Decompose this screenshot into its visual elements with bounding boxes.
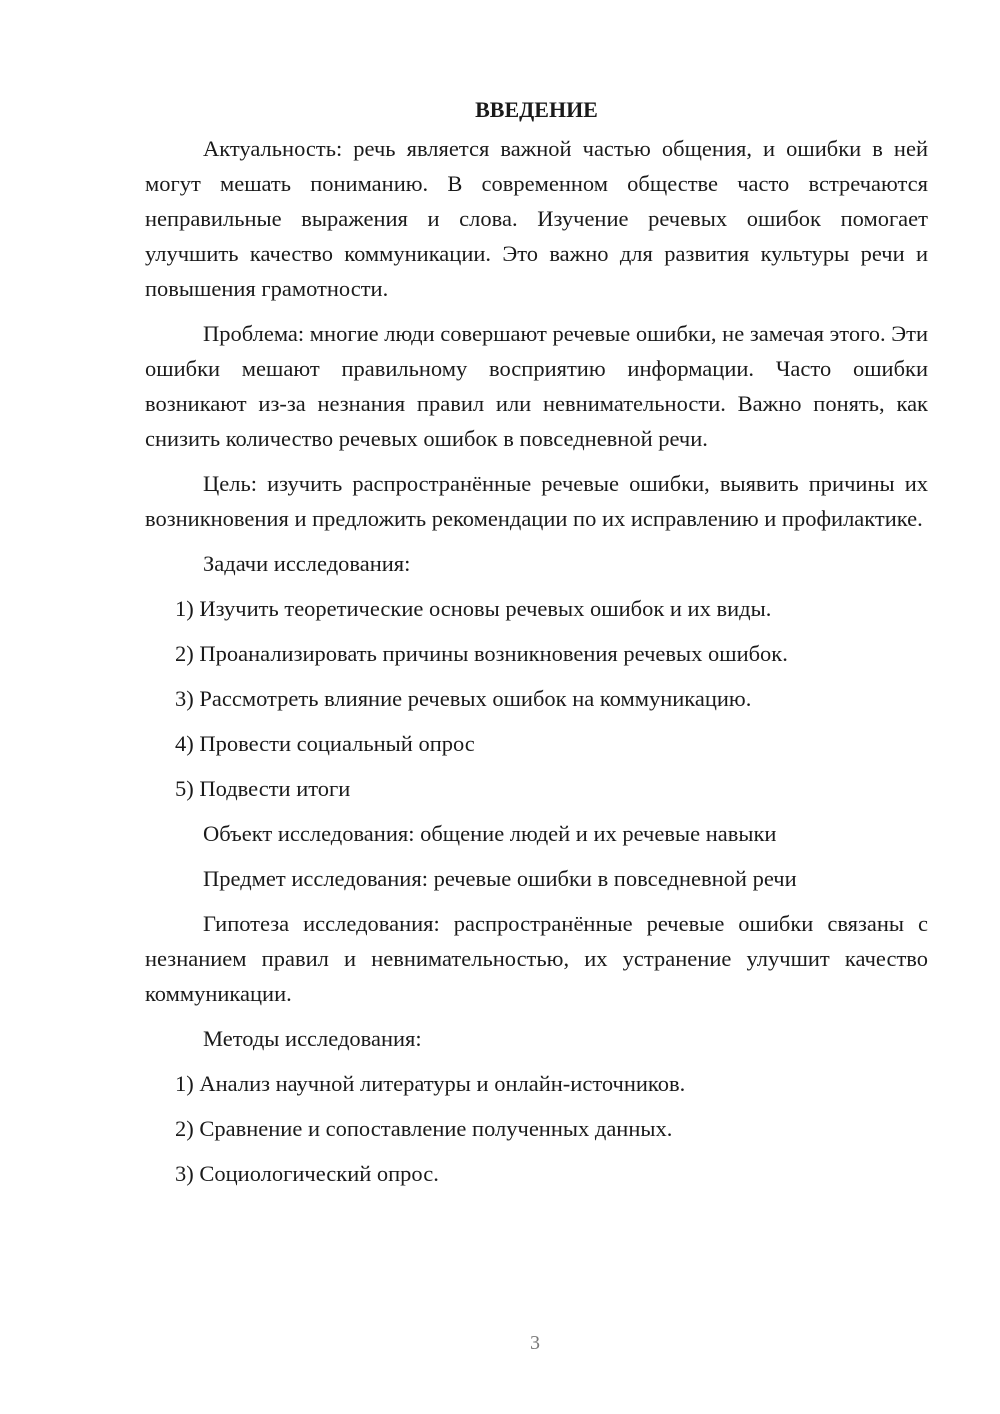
hypothesis-paragraph: Гипотеза исследования: распространённые речевые ошибки связаны с незнанием правил и невнимательностью, их устранение улучшит качество коммуникации. <box>145 911 928 1006</box>
list-item: 2) Сравнение и сопоставление полученных данных. <box>175 1116 673 1141</box>
tasks-list <box>145 591 928 806</box>
object-paragraph: Объект исследования: общение людей и их речевые навыки <box>203 821 777 846</box>
relevance-paragraph: Актуальность: речь является важной частью общения, и ошибки в ней могут мешать пониманию. В современном обществе часто встречаются неправильные выражения и слова. Изучение речевых ошибок помогает улучшить качество коммуникации. Это важно для развития культуры речи и повышения грамотности. <box>145 136 928 301</box>
list-item: 2) Проанализировать причины возникновения речевых ошибок. <box>175 641 788 666</box>
tasks-heading: Задачи исследования: <box>203 551 411 576</box>
list-item: 5) Подвести итоги <box>175 776 351 801</box>
section-title: ВВЕДЕНИЕ <box>475 97 598 122</box>
document-page <box>145 92 928 1201</box>
subject-paragraph: Предмет исследования: речевые ошибки в повседневной речи <box>203 866 797 891</box>
list-item: 1) Изучить теоретические основы речевых ошибок и их виды. <box>175 596 772 621</box>
methods-list <box>145 1066 928 1191</box>
list-item: 3) Социологический опрос. <box>175 1161 439 1186</box>
list-item: 1) Анализ научной литературы и онлайн-источников. <box>175 1071 686 1096</box>
list-item: 4) Провести социальный опрос <box>175 731 475 756</box>
methods-heading: Методы исследования: <box>203 1026 422 1051</box>
goal-paragraph: Цель: изучить распространённые речевые ошибки, выявить причины их возникновения и предложить рекомендации по их исправлению и профилактике. <box>145 471 928 531</box>
page-number: 3 <box>530 1332 540 1354</box>
list-item: 3) Рассмотреть влияние речевых ошибок на коммуникацию. <box>175 686 752 711</box>
problem-paragraph: Проблема: многие люди совершают речевые ошибки, не замечая этого. Эти ошибки мешают правильному восприятию информации. Часто ошибки возникают из-за незнания правил или невнимательности. Важно понять, как снизить количество речевых ошибок в повседневной речи. <box>145 321 928 451</box>
